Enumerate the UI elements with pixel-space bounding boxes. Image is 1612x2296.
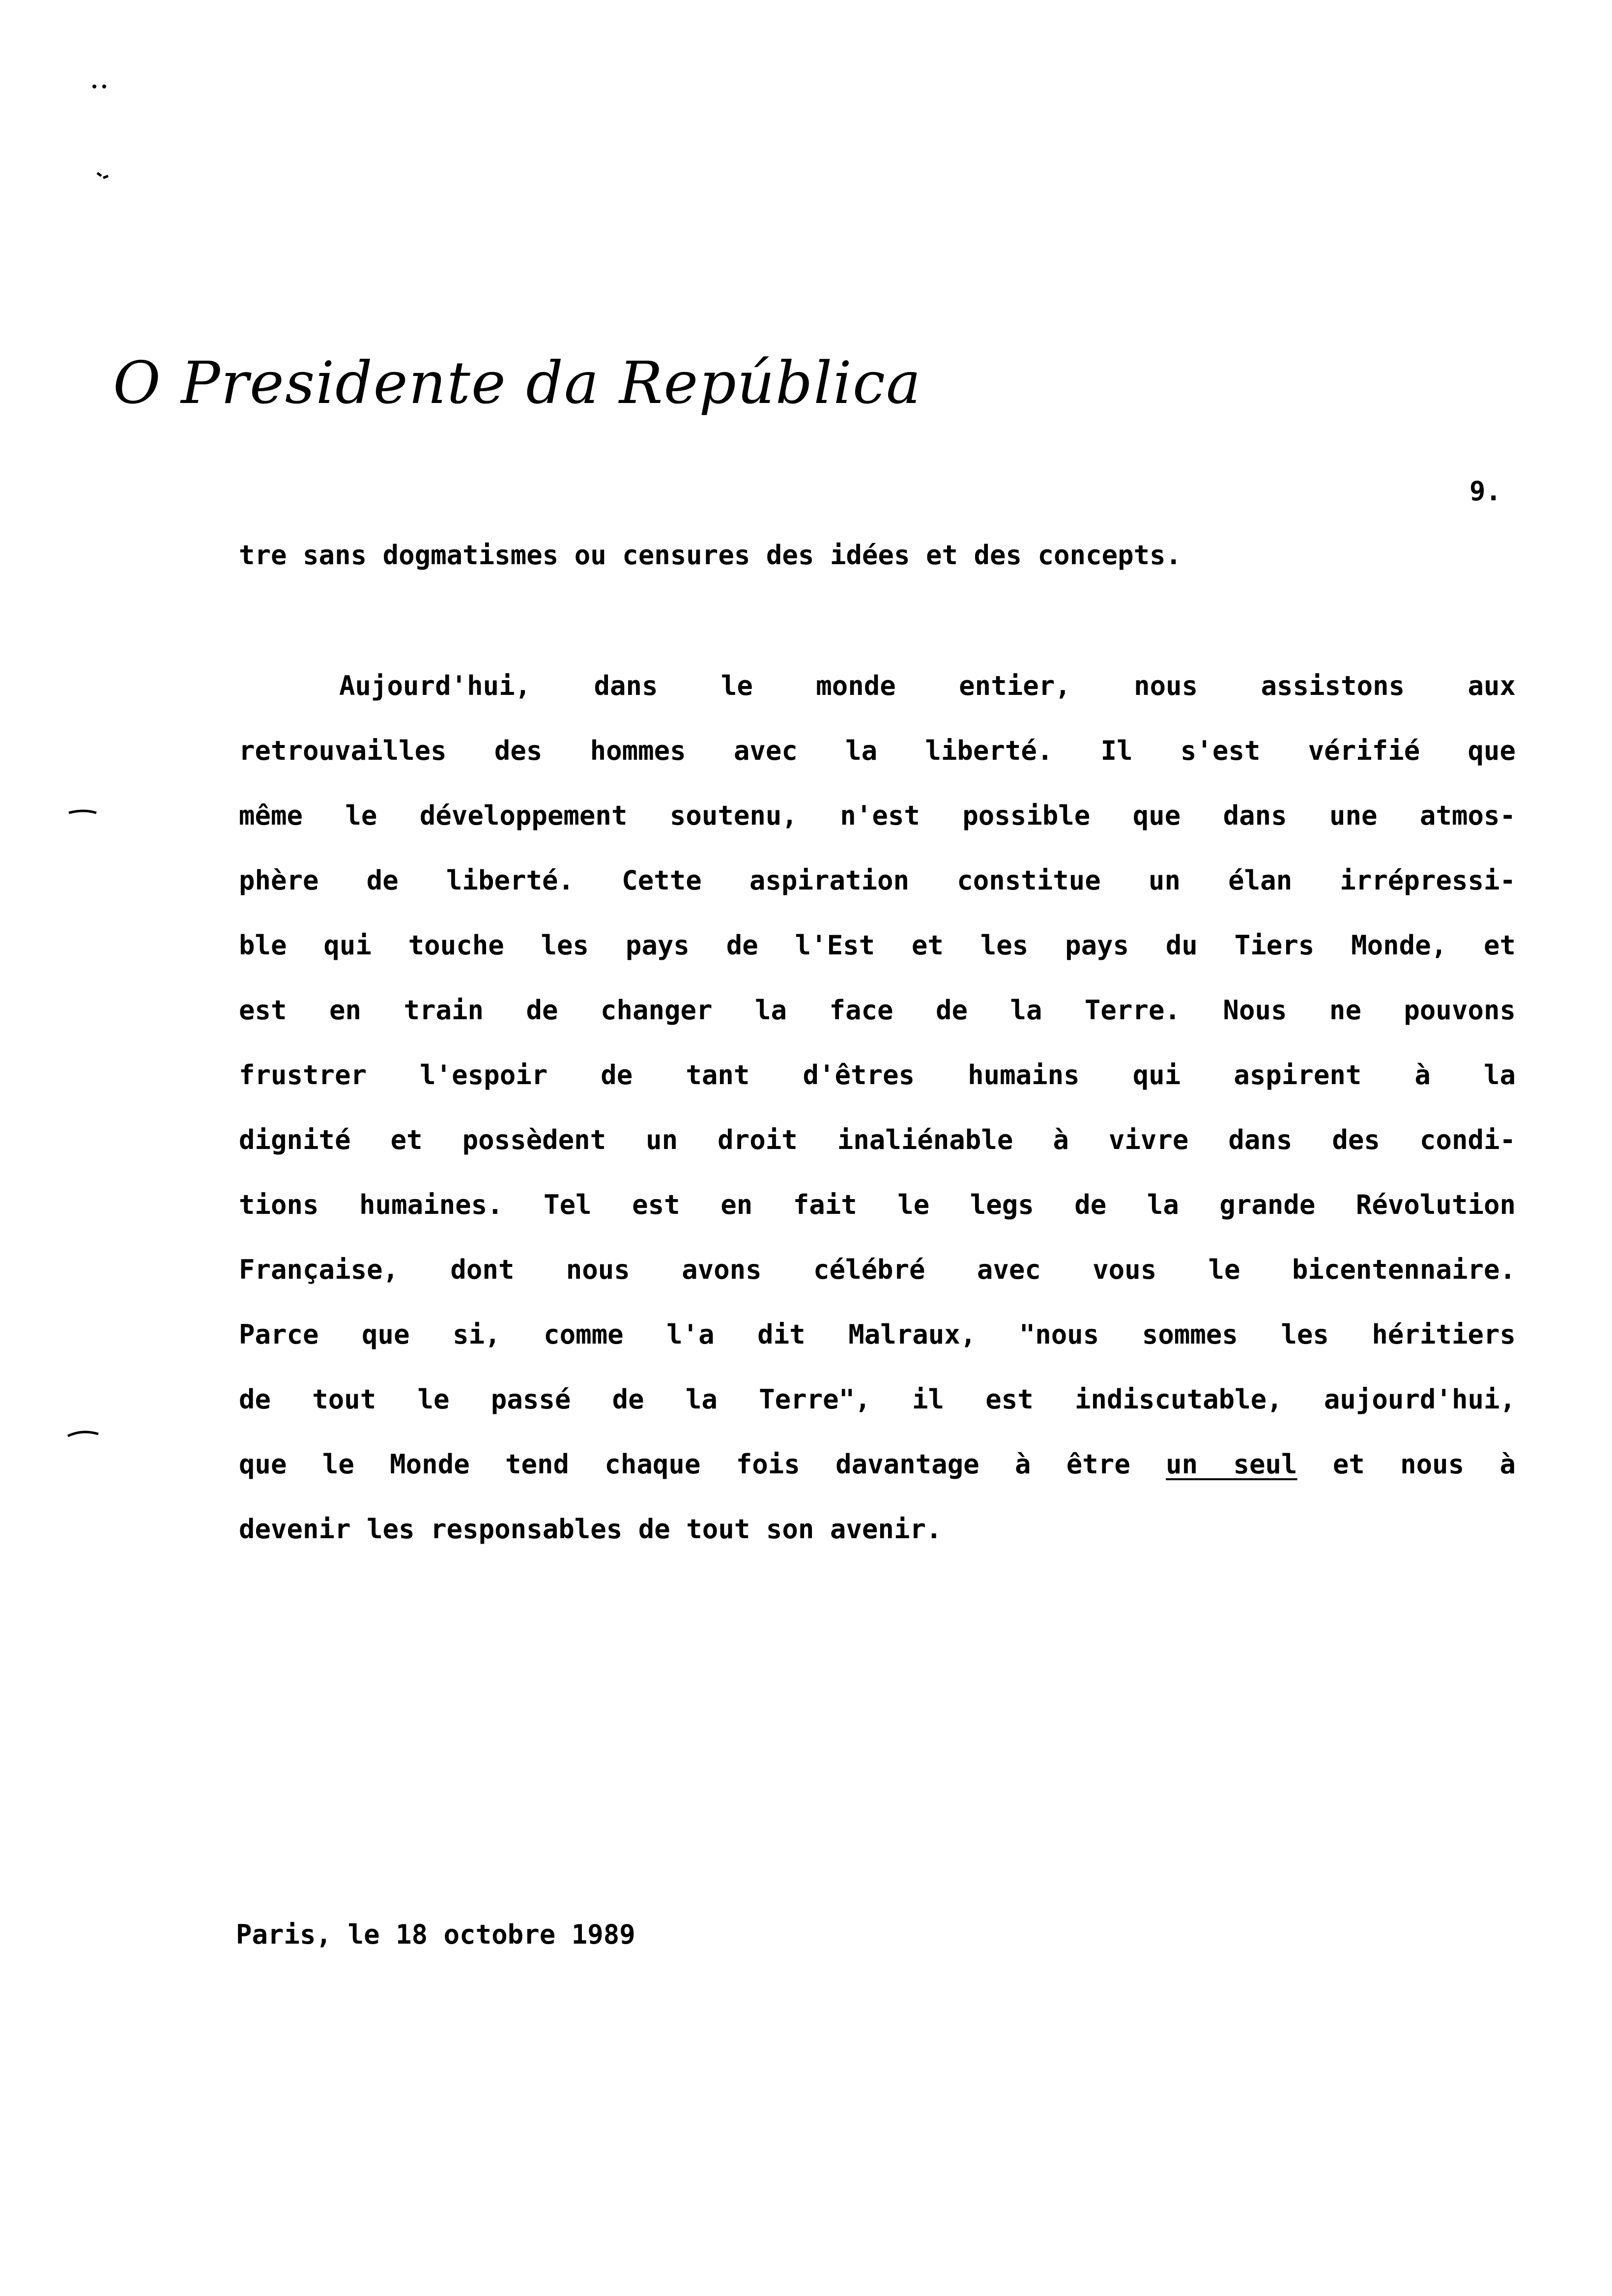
text-line: Française, dont nous avons célébré avec vous le bicentennaire. — [239, 1254, 1516, 1285]
scan-speck — [97, 173, 108, 178]
letterhead-script — [108, 339, 922, 428]
margin-mark — [68, 1432, 98, 1436]
text-line: Aujourd'hui, dans le monde entier, nous assistons aux — [339, 670, 1516, 701]
text-line: est en train de changer la face de la Terre. Nous ne pouvons — [239, 995, 1516, 1026]
text-segment: que le Monde tend chaque fois davantage à être — [239, 1449, 1166, 1480]
text-line-with-underline — [239, 1449, 1516, 1480]
letterhead — [108, 339, 922, 428]
underlined-phrase: un seul — [1166, 1449, 1297, 1480]
text-line: devenir les responsables de tout son avenir. — [239, 1514, 942, 1545]
page-number: 9. — [1469, 476, 1502, 507]
text-line: phère de liberté. Cette aspiration constitue un élan irrépressi- — [239, 865, 1516, 896]
text-segment: et nous à — [1297, 1449, 1516, 1480]
scan-speck — [102, 85, 106, 88]
text-line: ble qui touche les pays de l'Est et les pays du Tiers Monde, et — [239, 930, 1516, 961]
text-line: Parce que si, comme l'a dit Malraux, "nous sommes les héritiers — [239, 1319, 1516, 1350]
text-line: frustrer l'espoir de tant d'êtres humains qui aspirent à la — [239, 1060, 1516, 1091]
place-and-date: Paris, le 18 octobre 1989 — [236, 1919, 635, 1950]
letterhead-text: O Presidente da República — [113, 349, 922, 417]
margin-mark — [69, 811, 96, 813]
text-line: tre sans dogmatismes ou censures des idées et des concepts. — [239, 540, 1182, 571]
text-line: même le développement soutenu, n'est possible que dans une atmos- — [239, 800, 1516, 831]
scan-speck — [92, 85, 96, 88]
text-line: dignité et possèdent un droit inaliénable à vivre dans des condi- — [239, 1124, 1516, 1155]
text-line: retrouvailles des hommes avec la liberté. Il s'est vérifié que — [239, 735, 1516, 766]
text-line: de tout le passé de la Terre", il est indiscutable, aujourd'hui, — [239, 1384, 1516, 1415]
text-line: tions humaines. Tel est en fait le legs de la grande Révolution — [239, 1189, 1516, 1220]
